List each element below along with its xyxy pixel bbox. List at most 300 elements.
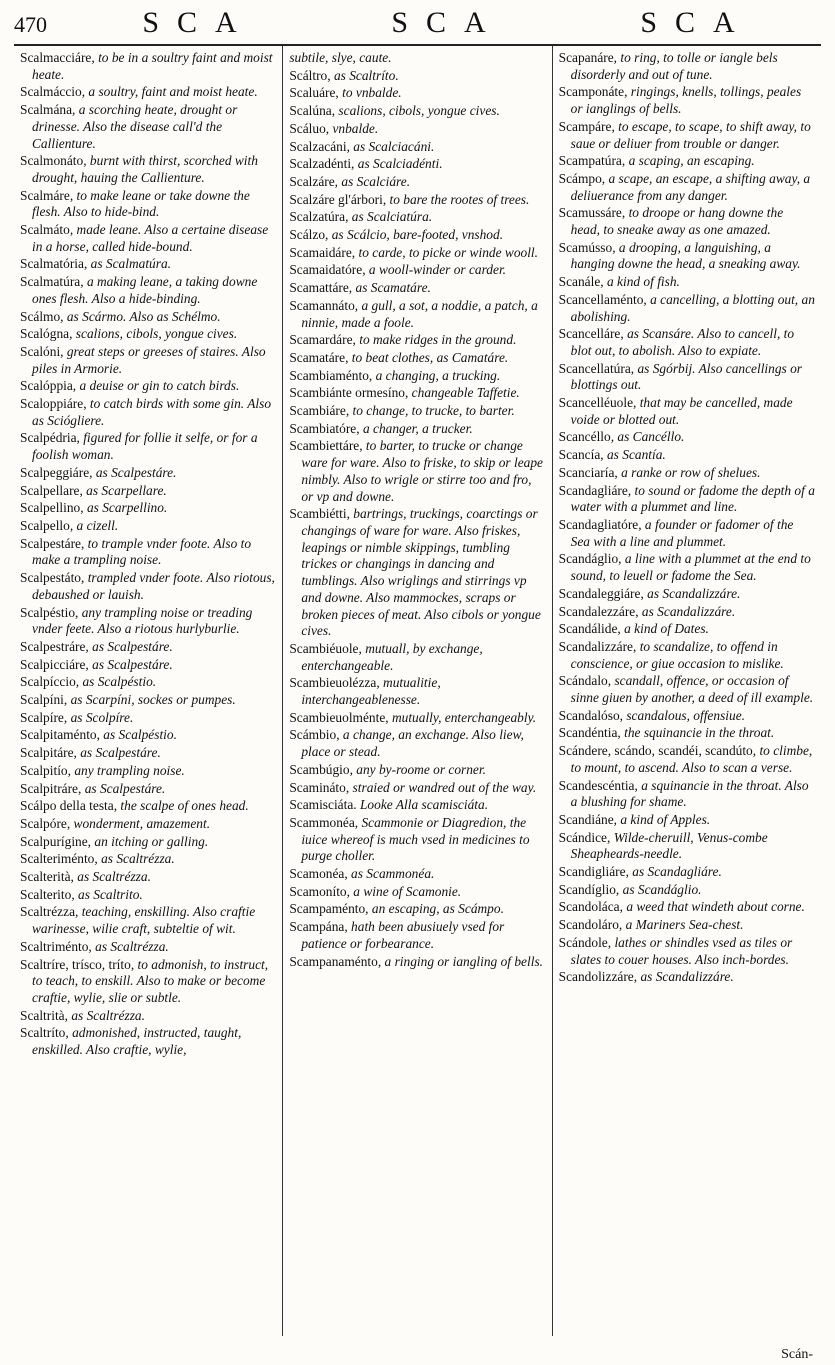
definition: a changing, a trucking.	[372, 367, 501, 383]
dictionary-entry	[20, 518, 276, 535]
dictionary-entry	[289, 815, 545, 865]
headword: Scalpellino,	[20, 500, 84, 516]
headword: Scalzáre,	[289, 173, 339, 189]
dictionary-entry	[559, 899, 815, 916]
definition: as Scaltrézza.	[97, 851, 175, 867]
dictionary-entry	[20, 50, 276, 83]
definition: vnbalde.	[329, 120, 379, 136]
running-head-right: SCA	[640, 6, 753, 39]
headword: Scalpitío,	[20, 762, 71, 778]
definition: a scape, an escape, a shifting away, a deliuerance from any danger.	[570, 170, 811, 203]
dictionary-entry	[289, 762, 545, 779]
definition: as Scalpestáre.	[81, 780, 166, 796]
dictionary-entry	[20, 710, 276, 727]
dictionary-entry	[559, 240, 815, 273]
definition: bartrings, truckings, coarctings or changings of ware for ware. Also friskes, leapings or nimble skippings, tumbling trickes or changings in dancing and tumblings. Also wriglings and stirrings vp and downe. Also mammockes, scraps or broken pieces of meat. Also cibols or yongue cives.	[301, 506, 541, 639]
dictionary-entry	[20, 430, 276, 463]
definition: to sound or fadome the depth of a water with a plummet and line.	[570, 482, 815, 515]
definition: mutuall, by exchange, enterchangeable.	[301, 640, 483, 673]
dictionary-entry	[289, 85, 545, 102]
dictionary-entry	[20, 396, 276, 429]
definition: that may be cancelled, made voide or blotted out.	[570, 395, 793, 427]
dictionary-entry	[289, 139, 545, 156]
definition: as Scalpestáre.	[76, 745, 161, 761]
dictionary-entry	[289, 332, 545, 349]
definition: a deuise or gin to catch birds.	[76, 378, 240, 394]
definition: to be in a soultry faint and moist heate.	[32, 50, 273, 82]
dictionary-entry	[559, 882, 815, 899]
dictionary-entry	[559, 917, 815, 934]
headword: Scamináto,	[289, 779, 350, 795]
headword: Scalpitaménto,	[20, 727, 100, 743]
definition: straied or wandred out of the way.	[349, 779, 537, 795]
headword: Scamattáre,	[289, 280, 353, 296]
definition: as Scalpestáre.	[88, 638, 173, 654]
definition: wonderment, amazement.	[70, 815, 211, 831]
headword: Scándere, scándo, scandéi, scandúto,	[558, 743, 757, 759]
dictionary-entry	[289, 866, 545, 883]
headword: Scancellatúra,	[558, 360, 635, 376]
dictionary-entry	[559, 708, 815, 725]
definition: to carde, to picke or winde wooll.	[355, 244, 538, 260]
headword: Scandálide,	[558, 621, 621, 637]
headword: Scálmo,	[20, 308, 64, 324]
dictionary-entry	[20, 326, 276, 343]
definition: a changer, a trucker.	[359, 420, 473, 436]
dictionary-entry	[20, 344, 276, 377]
page-number: 470	[14, 12, 47, 37]
dictionary-entry	[559, 621, 815, 638]
headword: Scalzacáni,	[289, 138, 350, 154]
dictionary-entry	[559, 447, 815, 464]
headword: Scancéllo,	[558, 429, 615, 445]
definition: as Scaltrézza.	[91, 938, 169, 954]
headword: Scaltrità,	[20, 1007, 68, 1023]
dictionary-entry	[289, 421, 545, 438]
column-left	[14, 46, 282, 1336]
definition: admonished, instructed, taught, enskilled. Also craftie, wylie,	[32, 1025, 242, 1058]
headword: Scalpíre,	[20, 709, 68, 725]
dictionary-entry	[289, 780, 545, 797]
running-head-left: SCA	[142, 6, 255, 39]
definition: mutualitie, interchangeablenesse.	[301, 675, 441, 708]
headword: Scándole,	[558, 934, 612, 950]
dictionary-entry	[20, 639, 276, 656]
headword: Scambieuolézza,	[289, 675, 380, 691]
headword: Scaltrézza,	[20, 904, 79, 920]
headword: Scapanáre,	[558, 50, 618, 65]
headword: Scandalezzáre,	[558, 603, 639, 619]
headword: Scaluáre,	[289, 85, 339, 101]
headword: Scandalóso,	[558, 707, 623, 723]
headword: Scalzáre gl'árbori,	[289, 191, 387, 207]
definition: to barter, to trucke or change ware for ware. Also to friske, to skip or leape nimbly. Also to wrigle or stirre too and fro, or vp and downe.	[301, 438, 543, 504]
definition: as Scandalizzáre.	[643, 585, 741, 601]
headword: Scalmacciáre,	[20, 50, 95, 65]
dictionary-entry	[559, 778, 815, 811]
definition: to make leane or take downe the flesh. Also to hide-bind.	[32, 187, 250, 220]
definition: as Scandalizzáre.	[638, 603, 736, 619]
headword: Scalpicciáre,	[20, 656, 89, 672]
headword: Scamaidáre,	[289, 244, 356, 260]
dictionary-entry	[289, 68, 545, 85]
definition: as Scalpéstio.	[99, 727, 177, 743]
definition: as Scalpéstio.	[79, 674, 157, 690]
dictionary-entry	[289, 262, 545, 279]
definition: any trampling noise.	[70, 762, 185, 778]
dictionary-entry	[559, 604, 815, 621]
headword: Scalmána,	[20, 102, 76, 118]
headword: Scandescéntia,	[558, 777, 638, 793]
dictionary-entry	[20, 465, 276, 482]
headword: Scandáglio,	[558, 551, 622, 567]
definition: hath been abusiuely vsed for patience or forbearance.	[301, 919, 505, 951]
column-middle	[282, 46, 551, 1336]
headword: Scalmatúra,	[20, 274, 84, 290]
definition: as Scarpíni, sockes or pumpes.	[67, 692, 236, 708]
headword: Scanciaría,	[558, 464, 618, 480]
dictionary-entry	[289, 192, 545, 209]
headword: Scalmáre,	[20, 187, 74, 203]
definition: scalions, cibols, yongue cives.	[72, 326, 238, 342]
dictionary-entry	[289, 121, 545, 138]
definition: a ringing or iangling of bells.	[381, 953, 543, 969]
headword: Scaltríto,	[20, 1025, 69, 1041]
definition: a gull, a sot, a noddie, a patch, a ninnie, made a foole.	[301, 297, 538, 330]
definition: the squinancie in the throat.	[620, 725, 775, 741]
definition: a change, an exchange. Also liew, place or stead.	[301, 727, 524, 760]
columns	[14, 46, 821, 1336]
headword: Scalpello,	[20, 517, 74, 533]
dictionary-entry	[289, 227, 545, 244]
definition: a scaping, an escaping.	[625, 153, 755, 169]
headword: Scalpitráre,	[20, 780, 82, 796]
dictionary-entry	[559, 274, 815, 291]
dictionary-entry	[20, 869, 276, 886]
definition: burnt with thirst, scorched with drought, hauing the Callienture.	[32, 153, 258, 185]
dictionary-entry	[289, 156, 545, 173]
dictionary-entry	[20, 887, 276, 904]
definition: a Mariners Sea-chest.	[622, 917, 744, 933]
definition: as Scarpellino.	[83, 500, 168, 516]
headword: Scandíglio,	[558, 881, 620, 897]
definition: to trample vnder foote. Also to make a trampling noise.	[32, 535, 252, 568]
definition: a kind of Dates.	[620, 621, 709, 637]
headword: Scampáre,	[558, 118, 615, 134]
definition: as Scaltrito.	[74, 886, 143, 902]
definition: to beat clothes, as Camatáre.	[348, 349, 509, 365]
headword: Scalzadénti,	[289, 156, 355, 172]
dictionary-entry	[289, 174, 545, 191]
dictionary-entry	[20, 798, 276, 815]
dictionary-entry	[559, 292, 815, 325]
definition: a wooll-winder or carder.	[365, 262, 507, 278]
definition: to scandalize, to offend in conscience, or giue occasion to mislike.	[570, 638, 784, 671]
definition: as Scalmatúra.	[87, 256, 172, 272]
headword: Scamatáre,	[289, 349, 349, 365]
headword: Scambiatóre,	[289, 420, 360, 436]
definition: as Scandalizzáre.	[637, 969, 734, 985]
headword: Scalpurígine,	[20, 833, 92, 849]
definition: a scorching heate, drought or drinesse. Also the disease call'd the Callienture.	[32, 102, 238, 151]
dictionary-entry	[289, 901, 545, 918]
headword: Scampatúra,	[558, 153, 626, 169]
dictionary-entry	[20, 957, 276, 1007]
dictionary-entry	[20, 727, 276, 744]
headword: Scanále,	[558, 274, 604, 290]
headword: Scandéntia,	[558, 725, 621, 741]
column-right	[552, 46, 821, 1336]
dictionary-entry	[20, 256, 276, 273]
dictionary-entry	[20, 102, 276, 152]
definition: as Scaltrézza.	[73, 869, 151, 885]
headword: Scampaménto,	[289, 901, 369, 917]
headword: Scálzo,	[289, 227, 329, 243]
headword: Scambiéuole,	[289, 640, 362, 656]
headword: Scalmonáto,	[20, 153, 87, 169]
headword: Scáluo,	[289, 120, 330, 136]
dictionary-entry	[289, 675, 545, 708]
dictionary-entry	[559, 830, 815, 863]
definition: teaching, enskilling. Also craftie warinesse, wilie craft, subteltie of wit.	[32, 904, 256, 937]
definition: a weed that windeth about corne.	[622, 899, 805, 915]
headword: Scancelláre,	[558, 326, 624, 342]
dictionary-entry	[20, 500, 276, 517]
definition: to vnbalde.	[338, 85, 402, 101]
headword: Scandagliáre,	[558, 482, 632, 498]
headword: Scambúgio,	[289, 761, 353, 777]
definition: as Scalciáre.	[338, 173, 411, 189]
headword: Scalpíni,	[20, 692, 68, 708]
definition: a kind of Apples.	[617, 811, 711, 827]
headword: Scamardáre,	[289, 332, 356, 348]
definition: as Scarpellare.	[82, 482, 167, 498]
headword: Scamisciáta.	[289, 797, 357, 813]
headword: Scandaleggiáre,	[558, 585, 644, 601]
dictionary-entry	[20, 570, 276, 603]
definition: as Scaltríto.	[330, 67, 399, 83]
headword: Scalterità,	[20, 869, 74, 885]
definition: to change, to trucke, to barter.	[349, 403, 515, 419]
headword: Scaltríre, trísco, tríto,	[20, 956, 135, 972]
headword: Scalmáccio,	[20, 84, 86, 100]
dictionary-entry	[559, 743, 815, 776]
headword: Scalpeggiáre,	[20, 464, 93, 480]
headword: Scandoláca,	[558, 899, 623, 915]
dictionary-entry	[559, 153, 815, 170]
definition: a wine of Scamonie.	[349, 883, 462, 899]
headword: Scamannáto,	[289, 297, 359, 313]
headword: Scalpíccio,	[20, 674, 80, 690]
headword: Scancía,	[558, 447, 604, 463]
headword: Scamussáre,	[558, 205, 626, 221]
dictionary-entry	[20, 378, 276, 395]
definition: as Scansáre. Also to cancell, to blot out, to abolish. Also to expiate.	[570, 326, 795, 358]
headword: Scalteriménto,	[20, 851, 98, 867]
headword: Scandalizzáre,	[558, 638, 637, 654]
definition: as Scandagliáre.	[628, 864, 722, 880]
dictionary-entry	[20, 274, 276, 307]
headword: Scandoláro,	[558, 917, 623, 933]
headword: Scancelléuole,	[558, 395, 637, 411]
dictionary-entry	[559, 639, 815, 672]
dictionary-entry	[20, 605, 276, 638]
dictionary-entry	[559, 119, 815, 152]
definition: lathes or shindles vsed as tiles or slates to couer houses. Also inch-bordes.	[570, 934, 793, 967]
definition: as Scandáglio.	[619, 881, 702, 897]
dictionary-entry	[20, 536, 276, 569]
definition: to admonish, to instruct, to teach, to enskill. Also to make or become craftie, wylie, slie or subtle.	[32, 956, 269, 1005]
dictionary-entry	[289, 245, 545, 262]
headword: Scáltro,	[289, 67, 331, 83]
headword: Scambiétti,	[289, 506, 350, 522]
headword: Scambiaménto,	[289, 367, 373, 383]
headword: Scálpo della testa,	[20, 798, 118, 814]
headword: Scalpestráre,	[20, 638, 89, 654]
dictionary-entry	[20, 222, 276, 255]
headword: Scalmatória,	[20, 256, 88, 272]
headword: Scampanaménto,	[289, 953, 382, 969]
headword: Scalzatúra,	[289, 209, 349, 225]
definition: as Scammonéa.	[347, 866, 435, 882]
dictionary-entry	[289, 797, 545, 814]
headword: Scamponáte,	[558, 84, 628, 100]
definition: scandall, offence, or occasion of sinne giuen by another, a deed of ill example.	[570, 673, 814, 706]
dictionary-entry	[20, 153, 276, 186]
dictionary-entry	[289, 438, 545, 505]
definition: figured for follie it selfe, or for a foolish woman.	[32, 430, 258, 463]
dictionary-entry	[289, 280, 545, 297]
dictionary-entry	[559, 171, 815, 204]
dictionary-entry	[559, 395, 815, 428]
headword: Scalmáto,	[20, 222, 74, 238]
definition: a kind of fish.	[603, 274, 680, 290]
headword: Scambiettáre,	[289, 438, 363, 454]
headword: Scambieuolménte,	[289, 709, 389, 725]
dictionary-entry	[289, 103, 545, 120]
headword: Scalpitáre,	[20, 745, 77, 761]
dictionary-entry	[20, 763, 276, 780]
headword: Scamoníto,	[289, 883, 350, 899]
dictionary-entry	[559, 326, 815, 359]
dictionary-entry	[559, 517, 815, 550]
dictionary-entry	[20, 939, 276, 956]
dictionary-entry	[289, 350, 545, 367]
dictionary-entry	[289, 710, 545, 727]
dictionary-entry	[20, 851, 276, 868]
dictionary-entry	[559, 969, 815, 986]
headword: Scamonéa,	[289, 866, 348, 882]
dictionary-entry	[559, 465, 815, 482]
definition: as Scantía.	[603, 447, 666, 463]
definition: an escaping, as Scámpo.	[368, 901, 504, 917]
definition: Scammonie or Diagredion, the iuice whereof is much vsed in medicines to purge choller.	[301, 814, 530, 864]
definition: great steps or greeses of staires. Also piles in Armorie.	[32, 343, 266, 376]
dictionary-entry	[20, 1008, 276, 1025]
headword: Scandolizzáre,	[558, 969, 638, 985]
definition: to escape, to scape, to shift away, to saue or deliuer from trouble or danger.	[570, 118, 811, 151]
headword: Scambiáre,	[289, 403, 350, 419]
headword: Scandigliáre,	[558, 864, 629, 880]
headword: Scalpestáre,	[20, 535, 85, 551]
definition: to catch birds with some gin. Also as Sciógliere.	[32, 396, 272, 428]
definition: Wilde-cheruill, Venus-combe Sheapheards-needle.	[570, 829, 768, 862]
definition: as Cancéllo.	[614, 429, 685, 445]
headword: Scaloppiáre,	[20, 396, 87, 412]
headword: Scammonéa,	[289, 814, 359, 830]
dictionary-entry	[559, 864, 815, 881]
dictionary-entry	[20, 674, 276, 691]
headword: Scámpo,	[558, 170, 606, 186]
dictionary-entry	[559, 50, 815, 83]
headword: Scalúna,	[289, 103, 336, 119]
headword: Scalóni,	[20, 343, 64, 359]
definition: a cancelling, a blotting out, an abolishing.	[570, 291, 815, 324]
definition: as Scaltrézza.	[67, 1007, 145, 1023]
dictionary-entry	[20, 483, 276, 500]
dictionary-entry	[20, 745, 276, 762]
headword: Scaltriménto,	[20, 938, 92, 954]
definition: changeable Taffetie.	[408, 385, 520, 401]
dictionary-entry	[289, 727, 545, 760]
definition: any by-roome or corner.	[352, 761, 486, 777]
headword: Scalóppia,	[20, 378, 77, 394]
headword: Scándalo,	[558, 673, 612, 689]
definition: as Scalciacáni.	[349, 138, 435, 154]
headword: Scalpestáto,	[20, 570, 85, 586]
dictionary-entry	[20, 834, 276, 851]
dictionary-entry	[20, 816, 276, 833]
dictionary-entry	[559, 812, 815, 829]
headword: Scalpéstio,	[20, 604, 79, 620]
headword: Scalpellare,	[20, 482, 83, 498]
headword: Scalpédria,	[20, 430, 80, 446]
dictionary-entry	[289, 368, 545, 385]
definition: the scalpe of ones head.	[117, 798, 249, 814]
dictionary-entry	[289, 403, 545, 420]
definition: a soultry, faint and moist heate.	[85, 84, 258, 100]
dictionary-entry	[559, 429, 815, 446]
definition: as Scamatáre.	[352, 280, 431, 296]
headword: Scampána,	[289, 919, 348, 935]
headword: Scalpóre,	[20, 815, 71, 831]
dictionary-entry	[20, 692, 276, 709]
definition: as Sgórbij. Also cancellings or blottings out.	[570, 360, 803, 393]
definition: scalions, cibols, yongue cives.	[335, 103, 500, 119]
dictionary-entry	[559, 725, 815, 742]
running-head-center: SCA	[391, 6, 504, 39]
definition: to ring, to tolle or iangle bels disorderly and out of tune.	[570, 50, 778, 82]
definition: Looke Alla scamisciáta.	[356, 797, 489, 813]
headword: Scamaidatóre,	[289, 262, 366, 278]
dictionary-entry	[289, 919, 545, 952]
definition: as Scalpestáre.	[92, 464, 177, 480]
definition: to droope or hang downe the head, to sneake away as one amazed.	[570, 205, 784, 238]
definition: mutually, enterchangeably.	[388, 709, 537, 725]
dictionary-entry	[20, 904, 276, 937]
dictionary-entry	[289, 884, 545, 901]
definition: as Scalpestáre.	[88, 656, 173, 672]
headword: Scámbio,	[289, 727, 340, 743]
headword: Scandagliatóre,	[558, 516, 642, 532]
dictionary-entry	[20, 781, 276, 798]
dictionary-entry	[20, 188, 276, 221]
definition: to climbe, to mount, to ascend. Also to scan a verse.	[570, 743, 813, 775]
headword: Scalógna,	[20, 326, 73, 342]
dictionary-entry	[20, 84, 276, 101]
definition: as Scalciadénti.	[354, 156, 443, 172]
definition: ringings, knells, tollings, peales or ianglings of bells.	[570, 84, 802, 117]
